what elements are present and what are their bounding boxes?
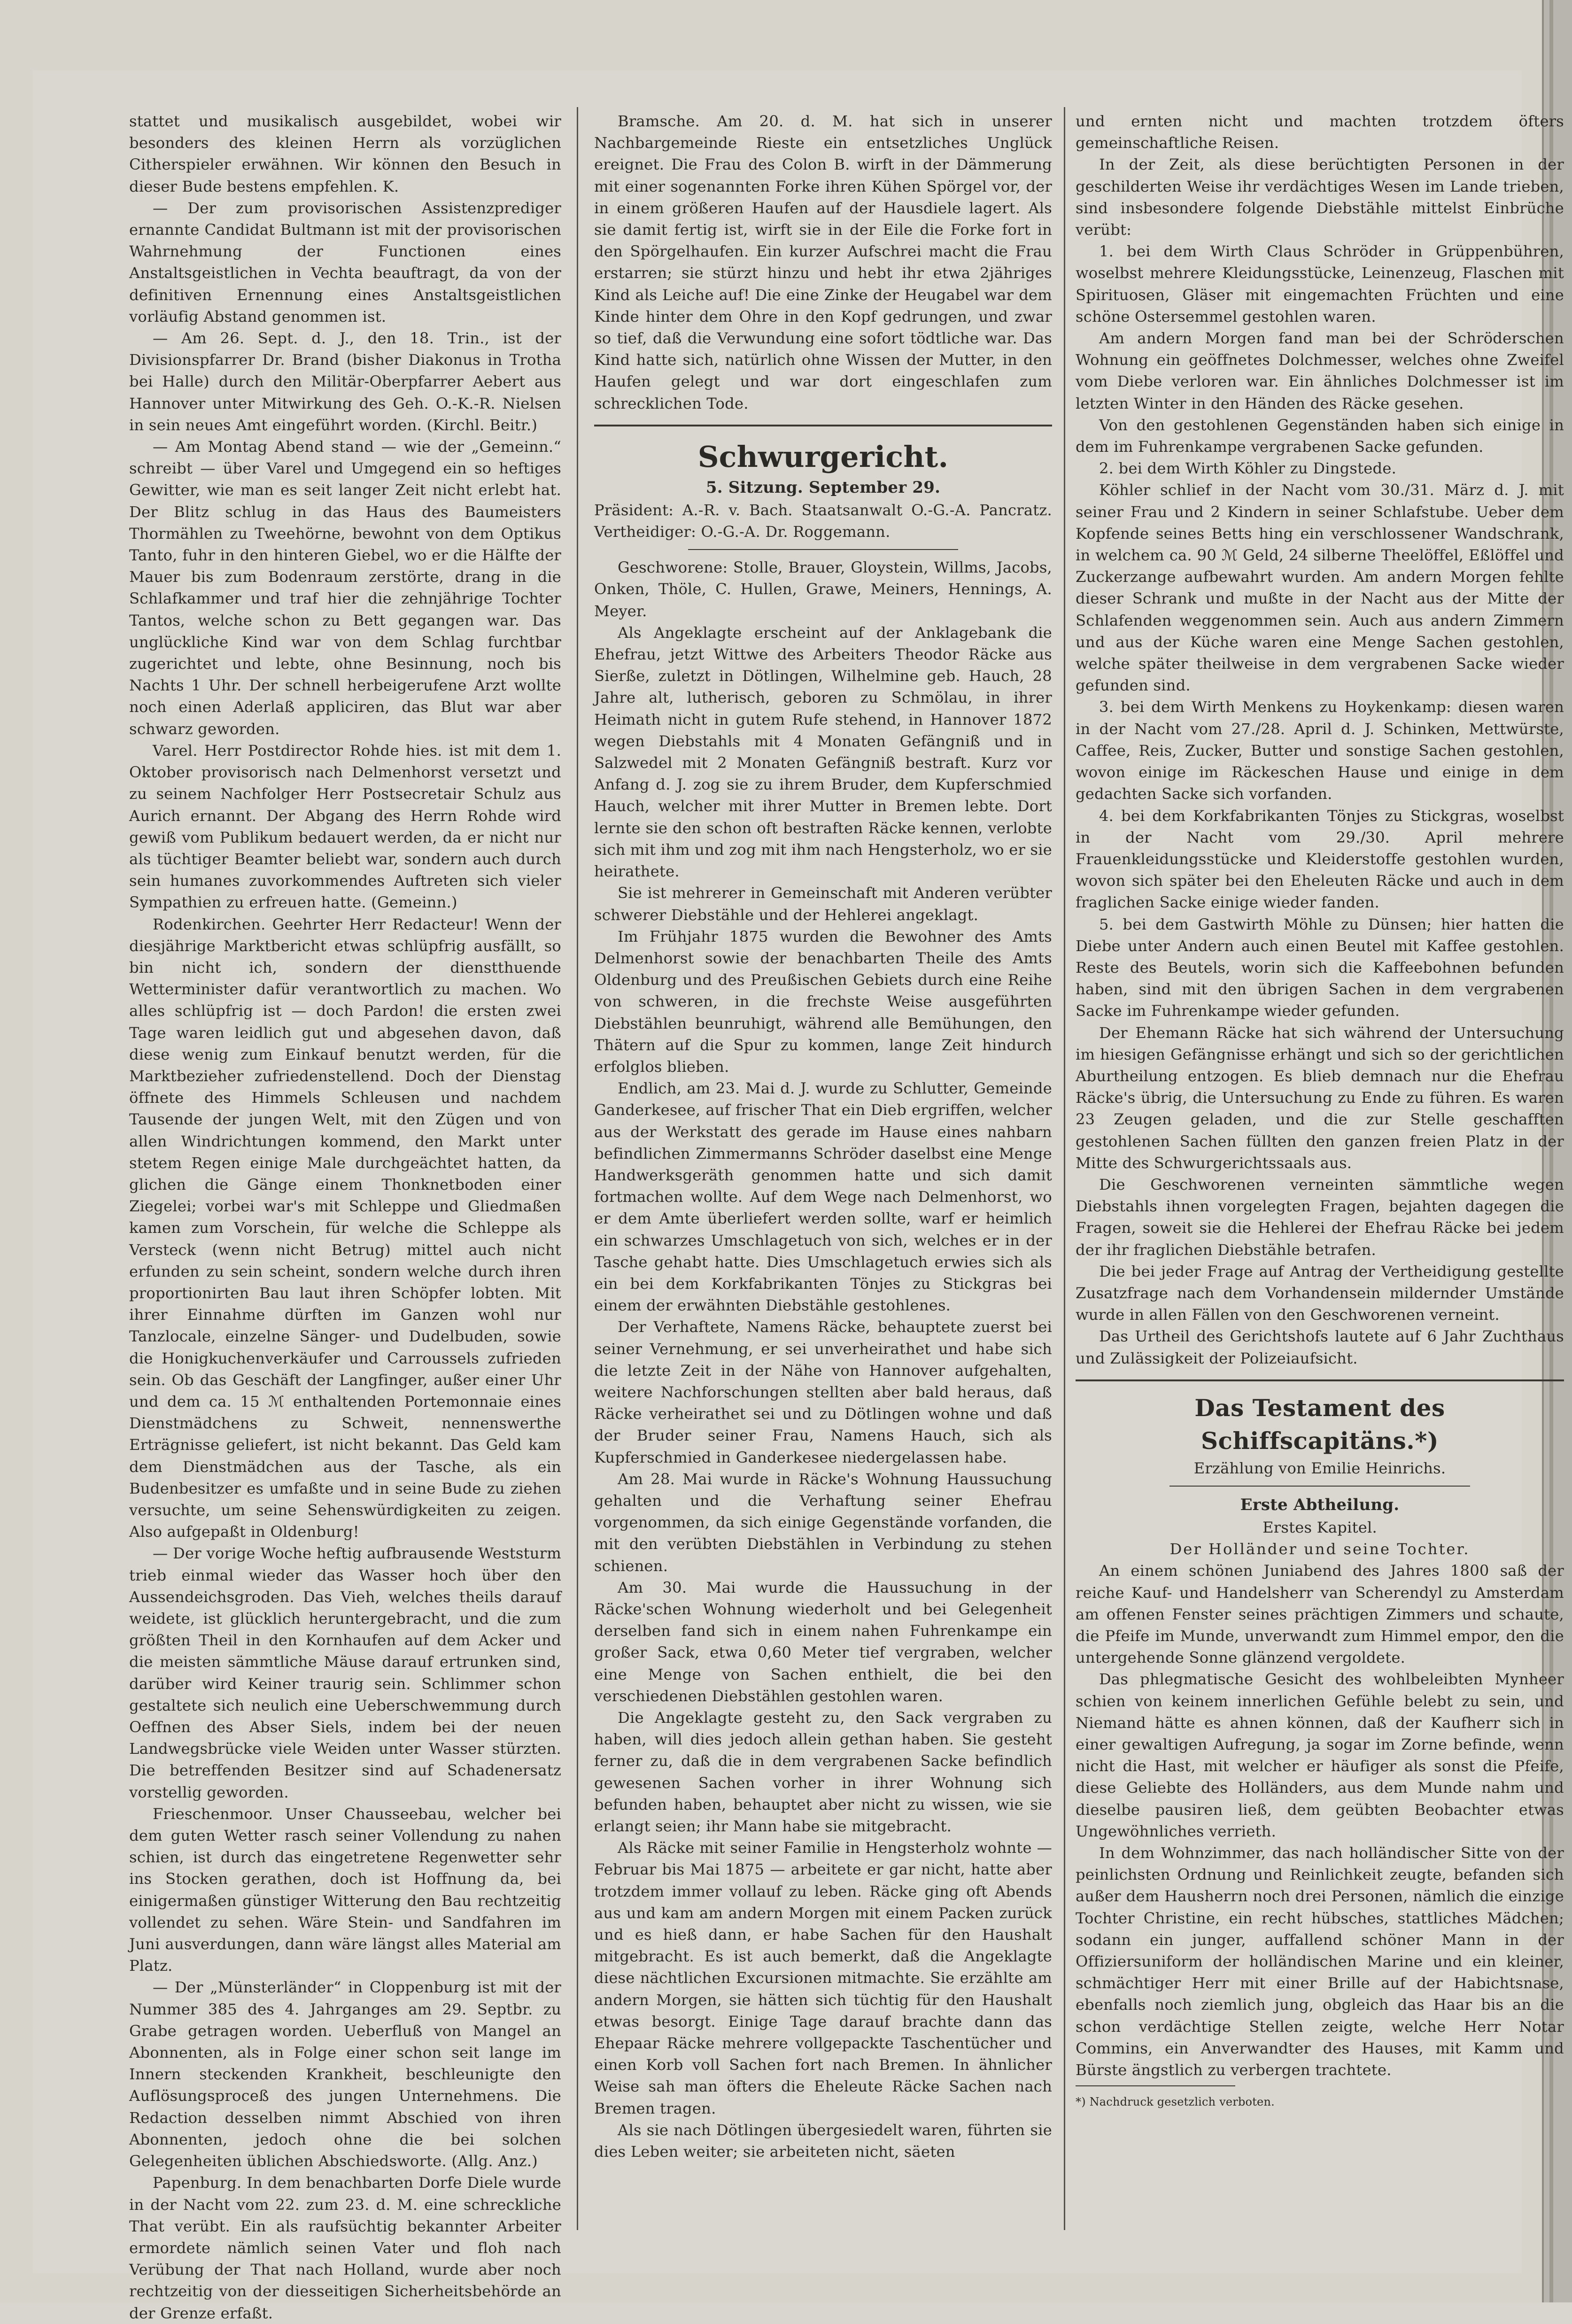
news-item: Varel. Herr Postdirector Rohde hies. ist mit dem 1. Oktober provisorisch nach Delmenhorst versetzt und zu seinem Nachfolger Herr Postsecretair Schulz aus Aurich ernannt. Der Abgang des Herrn Rohde wird gewiß vom Publikum bedauert werden, da er nicht nur als tüchtiger Beamter beliebt war, sondern auch durch sein humanes zuvorkommendes Auftreten sich vieler Sympathien zu erfreuen hatte. (Gemeinn.) [129, 741, 561, 912]
court-paragraph: 2. bei dem Wirth Köhler zu Dingstede. [1099, 459, 1397, 478]
court-paragraph: und ernten nicht und machten trotzdem öfters gemeinschaftliche Reisen. [1076, 112, 1564, 152]
court-paragraph: Von den gestohlenen Gegenständen haben sich einige in dem im Fuhrenkampe vergrabenen Sacke gefunden. [1076, 416, 1564, 456]
serial-part: Erste Abtheilung. [1240, 1495, 1400, 1514]
news-item: — Am Montag Abend stand — wie der „Gemeinn.“ schreibt — über Varel und Umgegend ein so heftiges Gewitter, wie man es seit langer Zeit nicht erlebt hat. Der Blitz schlug in das Haus des Baumeisters Thormählen zu Tweehörne, bewohnt von dem Optikus Tanto, fuhr in den hinteren Giebel, wo er die Hälfte der Mauer bis zum Bodenraum zerstörte, drang in die Schlafkammer und traf hier die zehnjährige Tochter Tantos, welche schon zu Bett gegangen war. Das unglückliche Kind war von dem Schlag furchtbar zugerichtet und lebte, ohne Besinnung, noch bis Nachts 1 Uhr. Der schnell herbeigerufene Arzt wollte noch einen Aderlaß appliciren, das Blut war aber schwarz geworden. [129, 438, 561, 738]
section-divider [594, 425, 1052, 426]
news-item: — Am 26. Sept. d. J., den 18. Trin., ist der Divisionspfarrer Dr. Brand (bisher Diakonus in Trotha bei Halle) durch den Militär-Oberpfarrer Aebert aus Hannover unter Mitwirkung des Geh. O.-K.-R. Nielsen in sein neues Amt eingeführt worden. (Kirchl. Beitr.) [129, 329, 561, 434]
court-paragraph: Am andern Morgen fand man bei der Schröderschen Wohnung ein geöffnetes Dolchmesser, welches ohne Zweifel vom Diebe verloren war. Ein ähnliches Dolchmesser ist im letzten Winter in den Händen des Räcke gesehen. [1076, 329, 1564, 412]
column-2 [594, 110, 1052, 2162]
court-paragraph: Am 30. Mai wurde die Haussuchung in der Räcke'schen Wohnung wiederholt und bei Gelegenheit derselben fand sich in einem nahen Fuhrenkampe ein großer Sack, etwa 0,60 Meter tief vergraben, welcher eine Menge von Sachen enthielt, die bei den verschiedenen Diebstählen gestohlen waren. [594, 1578, 1052, 1705]
serial-chapter: Erstes Kapitel. [1262, 1518, 1377, 1536]
serial-paragraph: An einem schönen Juniabend des Jahres 1800 saß der reiche Kauf- und Handelsherr van Scherendyl zu Amsterdam am offenen Fenster seines prächtigen Zimmers und schaute, die Pfeife im Munde, unverwandt zum Himmel empor, den die untergehende Sonne glänzend vergoldete. [1076, 1562, 1564, 1667]
news-item: stattet und musikalisch ausgebildet, wobei wir besonders des kleinen Herrn als vorzüglichen Citherspieler erwähnen. Wir können den Besuch in dieser Bude bestens empfehlen. K. [129, 112, 561, 195]
news-item: — Der zum provisorischen Assistenzprediger ernannte Candidat Bultmann ist mit der provisorischen Wahrnehmung der Functionen eines Anstaltsgeistlichen in Vechta beauftragt, da von der definitiven Ernennung eines Anstaltsgeistlichen vorläufig Abstand genommen ist. [129, 199, 561, 325]
news-item: Bramsche. Am 20. d. M. hat sich in unserer Nachbargemeinde Rieste ein entsetzliches Unglück ereignet. Die Frau des Colon B. wirft in der Dämmerung mit einer sogenannten Forke ihren Kühen Spörgel vor, der in einem größeren Haufen auf der Hausdiele lagert. Als sie damit fertig ist, wirft sie in der Eile die Forke fort in den Spörgelhaufen. Ein kurzer Aufschrei macht die Frau erstarren; sie stürzt hinzu und hebt ihr etwa 2jähriges Kind als Leiche auf! Die eine Zinke der Heugabel war dem Kinde hinter dem Ohre in den Kopf gedrungen, und zwar so tief, daß die Verwundung eine sofort tödtliche war. Das Kind hatte sich, natürlich ohne Wissen der Mutter, in den Haufen gelegt und war dort eingeschlafen zum schrecklichen Tode. [594, 112, 1052, 412]
court-paragraph: Der Ehemann Räcke hat sich während der Untersuchung im hiesigen Gefängnisse erhängt und sich so der gerichtlichen Aburtheilung entzogen. Es blieb demnach nur die Ehefrau Räcke's übrig, die Untersuchung zu Ende zu führen. Es waren 23 Zeugen geladen, und die zur Stelle geschafften gestohlenen Sachen füllten den ganzen freien Platz in der Mitte des Schwurgerichtssaals aus. [1076, 1023, 1564, 1172]
serial-divider [1169, 1486, 1470, 1487]
column-1 [129, 110, 561, 2324]
court-paragraph: Köhler schlief in der Nacht vom 30./31. März d. J. mit seiner Frau und 2 Kindern in seiner Schlafstube. Ueber dem Kopfende seines Betts hing ein verschlossener Wandschrank, in welchem ca. 90 ℳ Geld, 24 silberne Theelöffel, Eßlöffel und Zuckerzange aufbewahrt wurden. Am andern Morgen fehlte dieser Schrank und mußte in der Nacht aus der Mitte der Schlafenden weggenommen sein. Auch aus andern Zimmern und aus der Küche waren eine Menge Sachen gestohlen, welche später theilweise in dem vergrabenen Sacke wieder gefunden sind. [1076, 481, 1564, 695]
court-paragraph: Als sie nach Dötlingen übergesiedelt waren, führten sie dies Leben weiter; sie arbeiteten nicht, säeten [594, 2121, 1052, 2161]
court-paragraph: 1. bei dem Wirth Claus Schröder in Grüppenbühren, woselbst mehrere Kleidungsstücke, Leinenzeug, Flaschen mit Spirituosen, Gläser mit eingemachten Früchten und eine schöne Ostersemmel gestohlen waren. [1076, 242, 1564, 325]
court-section-title: Schwurgericht. [697, 439, 949, 474]
serial-subtitle: Erzählung von Emilie Heinrichs. [1193, 1459, 1446, 1477]
court-paragraph: In der Zeit, als diese berüchtigten Personen in der geschilderten Weise ihr verdächtiges Wesen im Lande trieben, sind insbesondere folgende Diebstähle mittelst Einbrüche verübt: [1076, 155, 1564, 239]
news-item: Papenburg. In dem benachbarten Dorfe Diele wurde in der Nacht vom 22. zum 23. d. M. eine schreckliche That verübt. Ein als raufsüchtig bekannter Arbeiter ermordete nämlich seinen Vater und floh nach Verübung der That nach Holland, wurde aber noch rechtzeitig von der diesseitigen Sicherheitsbehörde an der Grenze erfaßt. [129, 2174, 561, 2322]
court-paragraph: 4. bei dem Korkfabrikanten Tönjes zu Stickgras, woselbst in der Nacht vom 29./30. April mehrere Frauenkleidungsstücke und Kleiderstoffe gestohlen wurden, wovon sich später bei den Eheleuten Räcke und auch in dem fraglichen Sacke einige wieder fanden. [1076, 806, 1564, 912]
court-paragraph: Die bei jeder Frage auf Antrag der Vertheidigung gestellte Zusatzfrage nach dem Vorhandensein mildernder Umstände wurde in allen Fällen von den Geschworenen verneint. [1076, 1262, 1564, 1324]
court-paragraph: Die Angeklagte gesteht zu, den Sack vergraben zu haben, will dies jedoch allein gethan haben. Sie gesteht ferner zu, daß die in dem vergrabenen Sacke befindlich gewesenen Sachen vorher in ihrer Wohnung sich befunden haben, behauptet aber nicht zu wissen, wie sie erlangt seien; ihr Mann habe sie mitgebracht. [594, 1709, 1052, 1836]
court-paragraph: Sie ist mehrerer in Gemeinschaft mit Anderen verübter schwerer Diebstähle und der Hehlerei angeklagt. [594, 884, 1052, 924]
court-paragraph: 3. bei dem Wirth Menkens zu Hoykenkamp: diesen waren in der Nacht vom 27./28. April d. J. Schinken, Mettwürste, Caffee, Reis, Zucker, Butter und sonstige Sachen gestohlen, wovon einige im Räckeschen Hause und einige in dem gedachten Sacke sich vorfanden. [1076, 698, 1564, 803]
court-paragraph: Im Frühjahr 1875 wurden die Bewohner des Amts Delmenhorst sowie der benachbarten Theile des Amts Oldenburg und des Preußischen Gebiets durch eine Reihe von schweren, in die frechste Weise ausgeführten Diebstählen beunruhigt, während alle Bemühungen, den Thätern auf die Spur zu kommen, lange Zeit hindurch erfolglos blieben. [594, 927, 1052, 1076]
court-paragraph: 5. bei dem Gastwirth Möhle zu Dünsen; hier hatten die Diebe unter Andern auch einen Beutel mit Kaffee gestohlen. Reste des Beutels, worin sich die Kaffeebohnen befunden haben, sind mit den übrigen Sachen in dem vergrabenen Sacke im Fuhrenkampe wieder gefunden. [1076, 915, 1564, 1020]
column-3 [1076, 110, 1564, 2110]
serial-paragraph: In dem Wohnzimmer, das nach holländischer Sitte von der peinlichsten Ordnung und Reinlichkeit zeugte, befanden sich außer dem Hausherrn noch drei Personen, nämlich die einzige Tochter Christine, ein recht hübsches, stattliches Mädchen; sodann ein junger, auffallend schöner Mann in der Offiziersuniform der holländischen Marine und ein kleiner, schmächtiger Herr mit einer Brille auf der Habichtsnase, ebenfalls noch ziemlich jung, obgleich das Haar bis an die schon verdächtige Stellen zeigte, welche Herr Notar Commins, ein Anverwandter des Hauses, mit Kamm und Bürste ängstlich zu verbergen trachtete. [1076, 1844, 1564, 2079]
court-jury: Geschworene: Stolle, Brauer, Gloystein, Willms, Jacobs, Onken, Thöle, C. Hullen, Grawe, Meiners, Hennings, A. Meyer. [594, 558, 1052, 620]
court-session: 5. Sitzung. September 29. [705, 478, 941, 497]
serial-paragraph: Das phlegmatische Gesicht des wohlbeleibten Mynheer schien von keinem innerlichen Gefühle belebt zu sein, und Niemand hätte es ahnen können, daß der Kaufherr sich in einer gewaltigen Aufregung, ja sogar im Zorne befinde, wenn nicht die Hast, mit welcher er häufiger als sonst die Pfeife, diese Geliebte des Holländers, aus dem Munde nahm und dieselbe pausiren ließ, dem geübten Beobachter etwas Ungewöhnliches verrieth. [1076, 1670, 1564, 1840]
footnote: *) Nachdruck gesetzlich verboten. [1076, 2095, 1275, 2109]
court-intro: Präsident: A.-R. v. Bach. Staatsanwalt O.-G.-A. Pancratz. Vertheidiger: O.-G.-A. Dr. Roggemann. [594, 501, 1052, 541]
court-paragraph: Als Räcke mit seiner Familie in Hengsterholz wohnte — Februar bis Mai 1875 — arbeitete er gar nicht, hatte aber trotzdem immer vollauf zu leben. Räcke ging oft Abends aus und kam am andern Morgen mit einem Packen zurück und es hieß dann, er habe Sachen für den Haushalt mitgebracht. Es ist auch bemerkt, daß die Angeklagte diese nächtlichen Excursionen mitmachte. Sie erzählte am andern Morgen, sie hätten sich tüchtig für den Haushalt etwas besorgt. Einige Tage darauf brachte dann das Ehepaar Räcke mehrere vollgepackte Taschentücher und einen Korb voll Sachen fort nach Bremen. In ähnlicher Weise sah man öfters die Eheleute Räcke Sachen nach Bremen tragen. [594, 1839, 1052, 2117]
court-paragraph: Als Angeklagte erscheint auf der Anklagebank die Ehefrau, jetzt Wittwe des Arbeiters Theodor Räcke aus Sierße, zuletzt in Dötlingen, Wilhelmine geb. Hauch, 28 Jahre alt, lutherisch, geboren zu Schmölau, in ihrer Heimath nicht in gutem Rufe stehend, in Hannover 1872 wegen Diebstahls mit 4 Monaten Gefängniß und in Salzwedel mit 2 Monaten Gefängniß bestraft. Kurz vor Anfang d. J. zog sie zu ihrem Bruder, dem Kupferschmied Hauch, welcher mit ihrer Mutter in Bremen lebte. Dort lernte sie den schon oft bestraften Räcke kennen, verlobte sich mit ihm und zog mit ihm nach Hengsterholz, wo er sie heirathete. [594, 623, 1052, 881]
news-item: Rodenkirchen. Geehrter Herr Redacteur! Wenn der diesjährige Marktbericht etwas schlüpfrig ausfällt, so bin nicht ich, sondern der dienstthuende Wetterminister dafür verantwortlich zu machen. Wo alles schlüpfrig ist — doch Pardon! die ersten zwei Tage waren leidlich gut und abgesehen davon, daß diese wenig zum Einkauf benutzt werden, für die Marktbezieher zufriedenstellend. Doch der Dienstag öffnete des Himmels Schleusen und nachdem Tausende der jungen Welt, mit den Zügen und von allen Windrichtungen kommend, den Markt unter stetem Regen einige Male durchgeächtet hatten, da glichen die Gänge einem Thonknetboden einer Ziegelei; vorbei war's mit Schleppe und Gliedmaßen kamen zum Vorschein, für welche die Schleppe als Versteck (wenn nicht Betrug) mittel auch nicht erfunden zu sein scheint, sondern welche durch ihren proportionirten Bau laut ihren Schöpfer lobten. Mit ihrer Einnahme dürften im Ganzen wohl nur Tanzlocale, einzelne Sänger- und Dudelbuden, sowie die Honigkuchenverkäufer und Carroussels zufrieden sein. Ob das Geschäft der Langfinger, außer einer Uhr und dem ca. 15 ℳ enthaltenden Portemonnaie eines Dienstmädchens zu Schweit, nennenswerthe Erträgnisse geliefert, ist nicht bekannt. Das Geld kam dem Dienstmädchen aus der Tasche, als ein Budenbesitzer es umfaßte und in seine Bude zu ziehen versuchte, um seine Sehenswürdigkeiten zu zeigen. Also aufgepaßt in Oldenburg! [129, 915, 561, 1541]
serial-title: Das Testament des Schiffscapitäns.*) [1194, 1394, 1445, 1455]
news-item: Frieschenmoor. Unser Chausseebau, welcher bei dem guten Wetter rasch seiner Vollendung zu nahen schien, ist durch das eingetretene Regenwetter sehr ins Stocken gerathen, doch ist Hoffnung da, bei einigermaßen günstiger Witterung den Bau rechtzeitig vollendet zu sehen. Wäre Stein- und Sandfahren im Juni ausverdungen, dann wäre längst alles Material am Platz. [129, 1805, 561, 1975]
column-rule-2 [1064, 107, 1065, 2230]
footnote-rule [1076, 2085, 1235, 2086]
court-paragraph: Die Geschworenen verneinten sämmtliche wegen Diebstahls ihnen vorgelegten Fragen, bejahten dagegen die Fragen, soweit sie die Hehlerei der Ehefrau Räcke bei jedem der ihr fraglichen Diebstähle betrafen. [1076, 1175, 1564, 1259]
court-paragraph: Endlich, am 23. Mai d. J. wurde zu Schlutter, Gemeinde Ganderkesee, auf frischer That ein Dieb ergriffen, welcher aus der Werkstatt des gerade im Hause eines nahbarn befindlichen Zimmermanns Schröder daselbst eine Menge Handwerksgeräth genommen hatte und sich damit fortmachen wollte. Auf dem Wege nach Delmenhorst, wo er dem Amte überliefert werden sollte, warf er heimlich ein schwarzes Umschlagetuch von sich, welches er in der Tasche gehabt hatte. Dies Umschlagetuch erwies sich als ein bei dem Korkfabrikanten Tönjes zu Stickgras bei einem der erwähnten Diebstähle gestohlenes. [594, 1079, 1052, 1315]
news-item: — Der „Münsterländer“ in Cloppenburg ist mit der Nummer 385 des 4. Jahrganges am 29. Septbr. zu Grabe getragen worden. Ueberfluß von Mangel an Abonnenten, als in Folge einer schon seit lange im Innern steckenden Krankheit, beschleunigte den Auflösungsproceß des jungen Unternehmens. Die Redaction desselben nimmt Abschied von ihren Abonnenten, jedoch ohne die bei solchen Gelegenheiten üblichen Abschiedsworte. (Allg. Anz.) [129, 1978, 561, 2170]
serial-chapter-title: Der Holländer und seine Tochter. [1169, 1540, 1470, 1558]
column-rule-1 [577, 107, 578, 2230]
court-divider [688, 549, 958, 550]
news-item: — Der vorige Woche heftig aufbrausende Weststurm trieb einmal wieder das Wasser hoch über den Aussendeichsgroden. Das Vieh, welches theils darauf weidete, ist glücklich heruntergebracht, und die zum größten Theil in den Kornhaufen auf dem Acker und die meisten sämmtliche Mäuse darauf ertrunken sind, darüber wird Keiner traurig sein. Schlimmer schon gestaltete sich neulich eine Ueberschwemmung durch Oeffnen des Abser Siels, indem bei der neuen Landwegsbrücke viele Weiden unter Wasser stürzten. Die betreffenden Besitzer sind auf Schadenersatz vorstellig geworden. [129, 1544, 561, 1801]
court-paragraph: Am 28. Mai wurde in Räcke's Wohnung Haussuchung gehalten und die Verhaftung seiner Ehefrau vorgenommen, da sich einige Gegenstände vorfanden, die mit den verübten Diebstählen in Verbindung zu stehen schienen. [594, 1470, 1052, 1575]
section-divider [1076, 1379, 1564, 1381]
court-paragraph: Der Verhaftete, Namens Räcke, behauptete zuerst bei seiner Vernehmung, er sei unverheirathet und habe sich die letzte Zeit in der Nähe von Hannover aufgehalten, weitere Nachforschungen stellten aber bald heraus, daß Räcke verheirathet sei und zu Dötlingen wohne und daß der Bruder seiner Frau, Namens Hauch, sich als Kupferschmied in Ganderkesee niedergelassen habe. [594, 1318, 1052, 1466]
court-verdict: Das Urtheil des Gerichtshofs lautete auf 6 Jahr Zuchthaus und Zulässigkeit der Polizeiaufsicht. [1076, 1327, 1564, 1367]
